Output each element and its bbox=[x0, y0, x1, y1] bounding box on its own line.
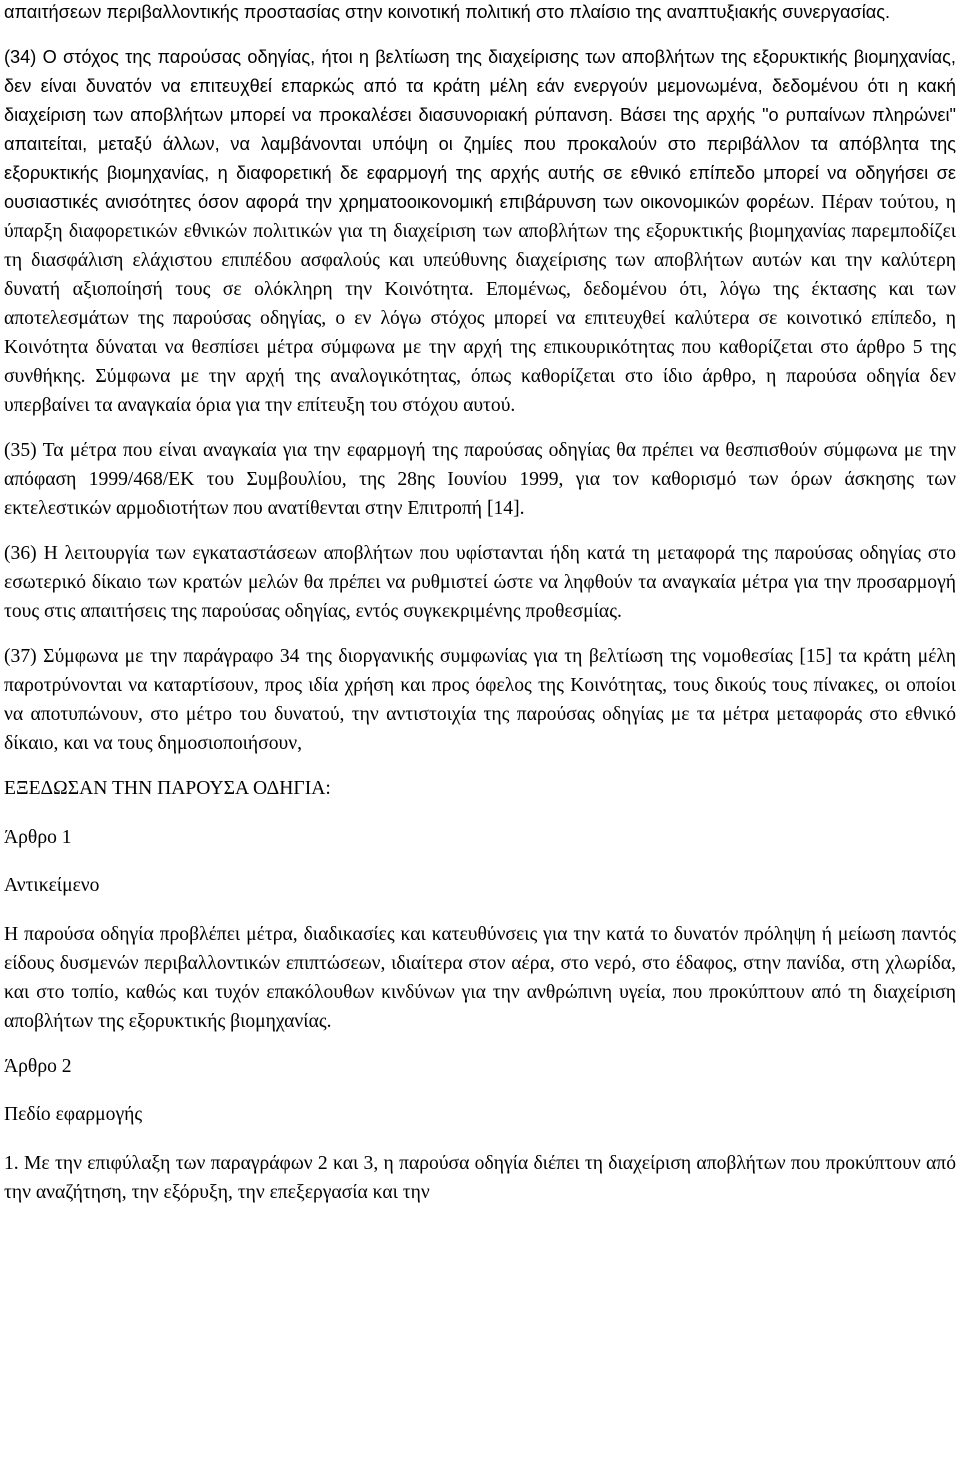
article-2-paragraph-1: 1. Με την επιφύλαξη των παραγράφων 2 και 3, η παρούσα οδηγία διέπει τη διαχείριση αποβλήτων που προκύπτουν από την αναζήτηση, την εξόρυξη, την επεξεργασία και την bbox=[4, 1152, 956, 1203]
recital-34 bbox=[4, 43, 956, 420]
article-1-body: Η παρούσα οδηγία προβλέπει μέτρα, διαδικασίες και κατευθύνσεις για την κατά το δυνατόν πρόληψη ή μείωση παντός είδους δυσμενών περιβαλλοντικών επιπτώσεων, ιδιαίτερα στον αέρα, στο νερό, στο έδαφος, στην πανίδα, στη χλωρίδα, και στο τοπίο, καθώς και τυχόν επακόλουθων κινδύνων για την ανθρώπινη υγεία, που προκύπτουν από τη διαχείριση αποβλήτων της εξορυκτικής βιομηχανίας. bbox=[4, 923, 956, 1032]
recital-34-part-2: Πέραν τούτου, η ύπαρξη διαφορετικών εθνικών πολιτικών για τη διαχείριση των αποβλήτων της εξορυκτικής βιομηχανίας παρεμποδίζει τη διασφάλιση ελάχιστου επιπέδου ασφαλούς και υπεύθυνης διαχείρισης των αποβλήτων αυτών και την καλύτερη δυνατή αξιοποίησή τους σε ολόκληρη την Κοινότητα. Επομένως, δεδομένου ότι, λόγω της έκτασης και των αποτελεσμάτων της παρούσας οδηγίας, ο εν λόγω στόχος μπορεί να επιτευχθεί καλύτερα σε κοινοτικό επίπεδο, η Κοινότητα δύναται να θεσπίσει μέτρα σύμφωνα με την αρχή της επικουρικότητας που καθορίζεται στο άρθρο 5 της συνθήκης. Σύμφωνα με την αρχή της αναλογικότητας, όπως καθορίζεται στο ίδιο άρθρο, η παρούσα οδηγία δεν υπερβαίνει τα αναγκαία όρια για την επίτευξη του στόχου αυτού. bbox=[4, 192, 956, 416]
article-1-heading: Άρθρο 1 bbox=[4, 826, 72, 848]
recital-36: (36) Η λειτουργία των εγκαταστάσεων αποβλήτων που υφίστανται ήδη κατά τη μεταφορά της παρούσας οδηγίας στο εσωτερικό δίκαιο των κρατών μελών θα πρέπει να ρυθμιστεί ώστε να ληφθούν τα αναγκαία μέτρα για την προσαρμογή τους στις απαιτήσεις της παρούσας οδηγίας, εντός συγκεκριμένης προθεσμίας. bbox=[4, 543, 956, 622]
article-1-title: Αντικείμενο bbox=[4, 875, 100, 897]
recital-37: (37) Σύμφωνα με την παράγραφο 34 της διοργανικής συμφωνίας για τη βελτίωση της νομοθεσίας [15] τα κράτη μέλη παροτρύνονται να καταρτίσουν, προς ιδία χρήση και προς όφελος της Κοινότητας, τους δικούς τους πίνακες, οι οποίοι να αποτυπώνουν, στο μέτρο του δυνατού, την αντιστοιχία της παρούσας οδηγίας με τα μέτρα μεταφοράς στο εθνικό δίκαιο, και να τους δημοσιοποιήσουν, bbox=[4, 646, 956, 754]
recital-34-part-1: (34) Ο στόχος της παρούσας οδηγίας, ήτοι η βελτίωση της διαχείρισης των αποβλήτων της εξορυκτικής βιομηχανίας, δεν είναι δυνατόν να επιτευχθεί επαρκώς από τα κράτη μέλη εάν ενεργούν μεμονωμένα, δεδομένου ότι η κακή διαχείριση των αποβλήτων μπορεί να προκαλέσει διασυνοριακή ρύπανση. Βάσει της αρχής "ο ρυπαίνων πληρώνει" απαιτείται, μεταξύ άλλων, να λαμβάνονται υπόψη οι ζημίες που προκαλούν στο περιβάλλον τα απόβλητα της εξορυκτικής βιομηχανίας, η διαφορετική δε εφαρμογή της αρχής αυτής σε εθνικό επίπεδο μπορεί να οδηγήσει σε ουσιαστικές ανισότητες όσον αφορά την χρηματοοικονομική επιβάρυνση των οικονομικών φορέων. bbox=[4, 47, 956, 212]
recital-35: (35) Τα μέτρα που είναι αναγκαία για την εφαρμογή της παρούσας οδηγίας θα πρέπει να θεσπισθούν σύμφωνα με την απόφαση 1999/468/ΕΚ του Συμβουλίου, της 28ης Ιουνίου 1999, για τον καθορισμό των όρων άσκησης των εκτελεστικών αρμοδιοτήτων που ανατίθενται στην Επιτροπή [14]. bbox=[4, 440, 956, 519]
article-2-heading: Άρθρο 2 bbox=[4, 1055, 72, 1077]
article-2-title: Πεδίο εφαρμογής bbox=[4, 1104, 143, 1126]
paragraph-continuation: απαιτήσεων περιβαλλοντικής προστασίας στην κοινοτική πολιτική στο πλαίσιο της αναπτυξιακής συνεργασίας. bbox=[4, 2, 891, 22]
adoption-formula: ΕΞΕΔΩΣΑΝ ΤΗΝ ΠΑΡΟΥΣΑ ΟΔΗΓΙΑ: bbox=[4, 778, 331, 799]
